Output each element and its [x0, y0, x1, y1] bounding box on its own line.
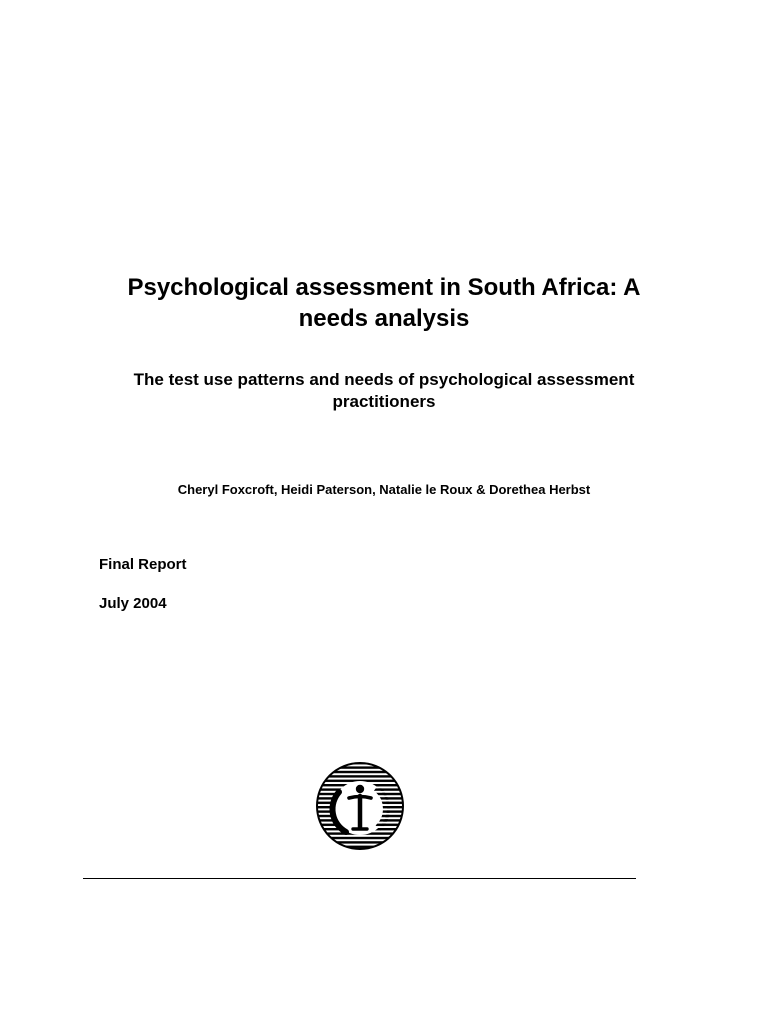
institution-logo-icon [316, 762, 404, 850]
horizontal-divider [83, 878, 636, 879]
report-type-label: Final Report [99, 556, 187, 573]
document-subtitle: The test use patterns and needs of psychological assessment practitioners [133, 370, 635, 411]
report-date: July 2004 [99, 595, 167, 612]
author-list: Cheryl Foxcroft, Heidi Paterson, Natalie le Roux & Dorethea Herbst [177, 482, 591, 497]
document-title: Psychological assessment in South Africa: A needs analysis [127, 274, 641, 332]
